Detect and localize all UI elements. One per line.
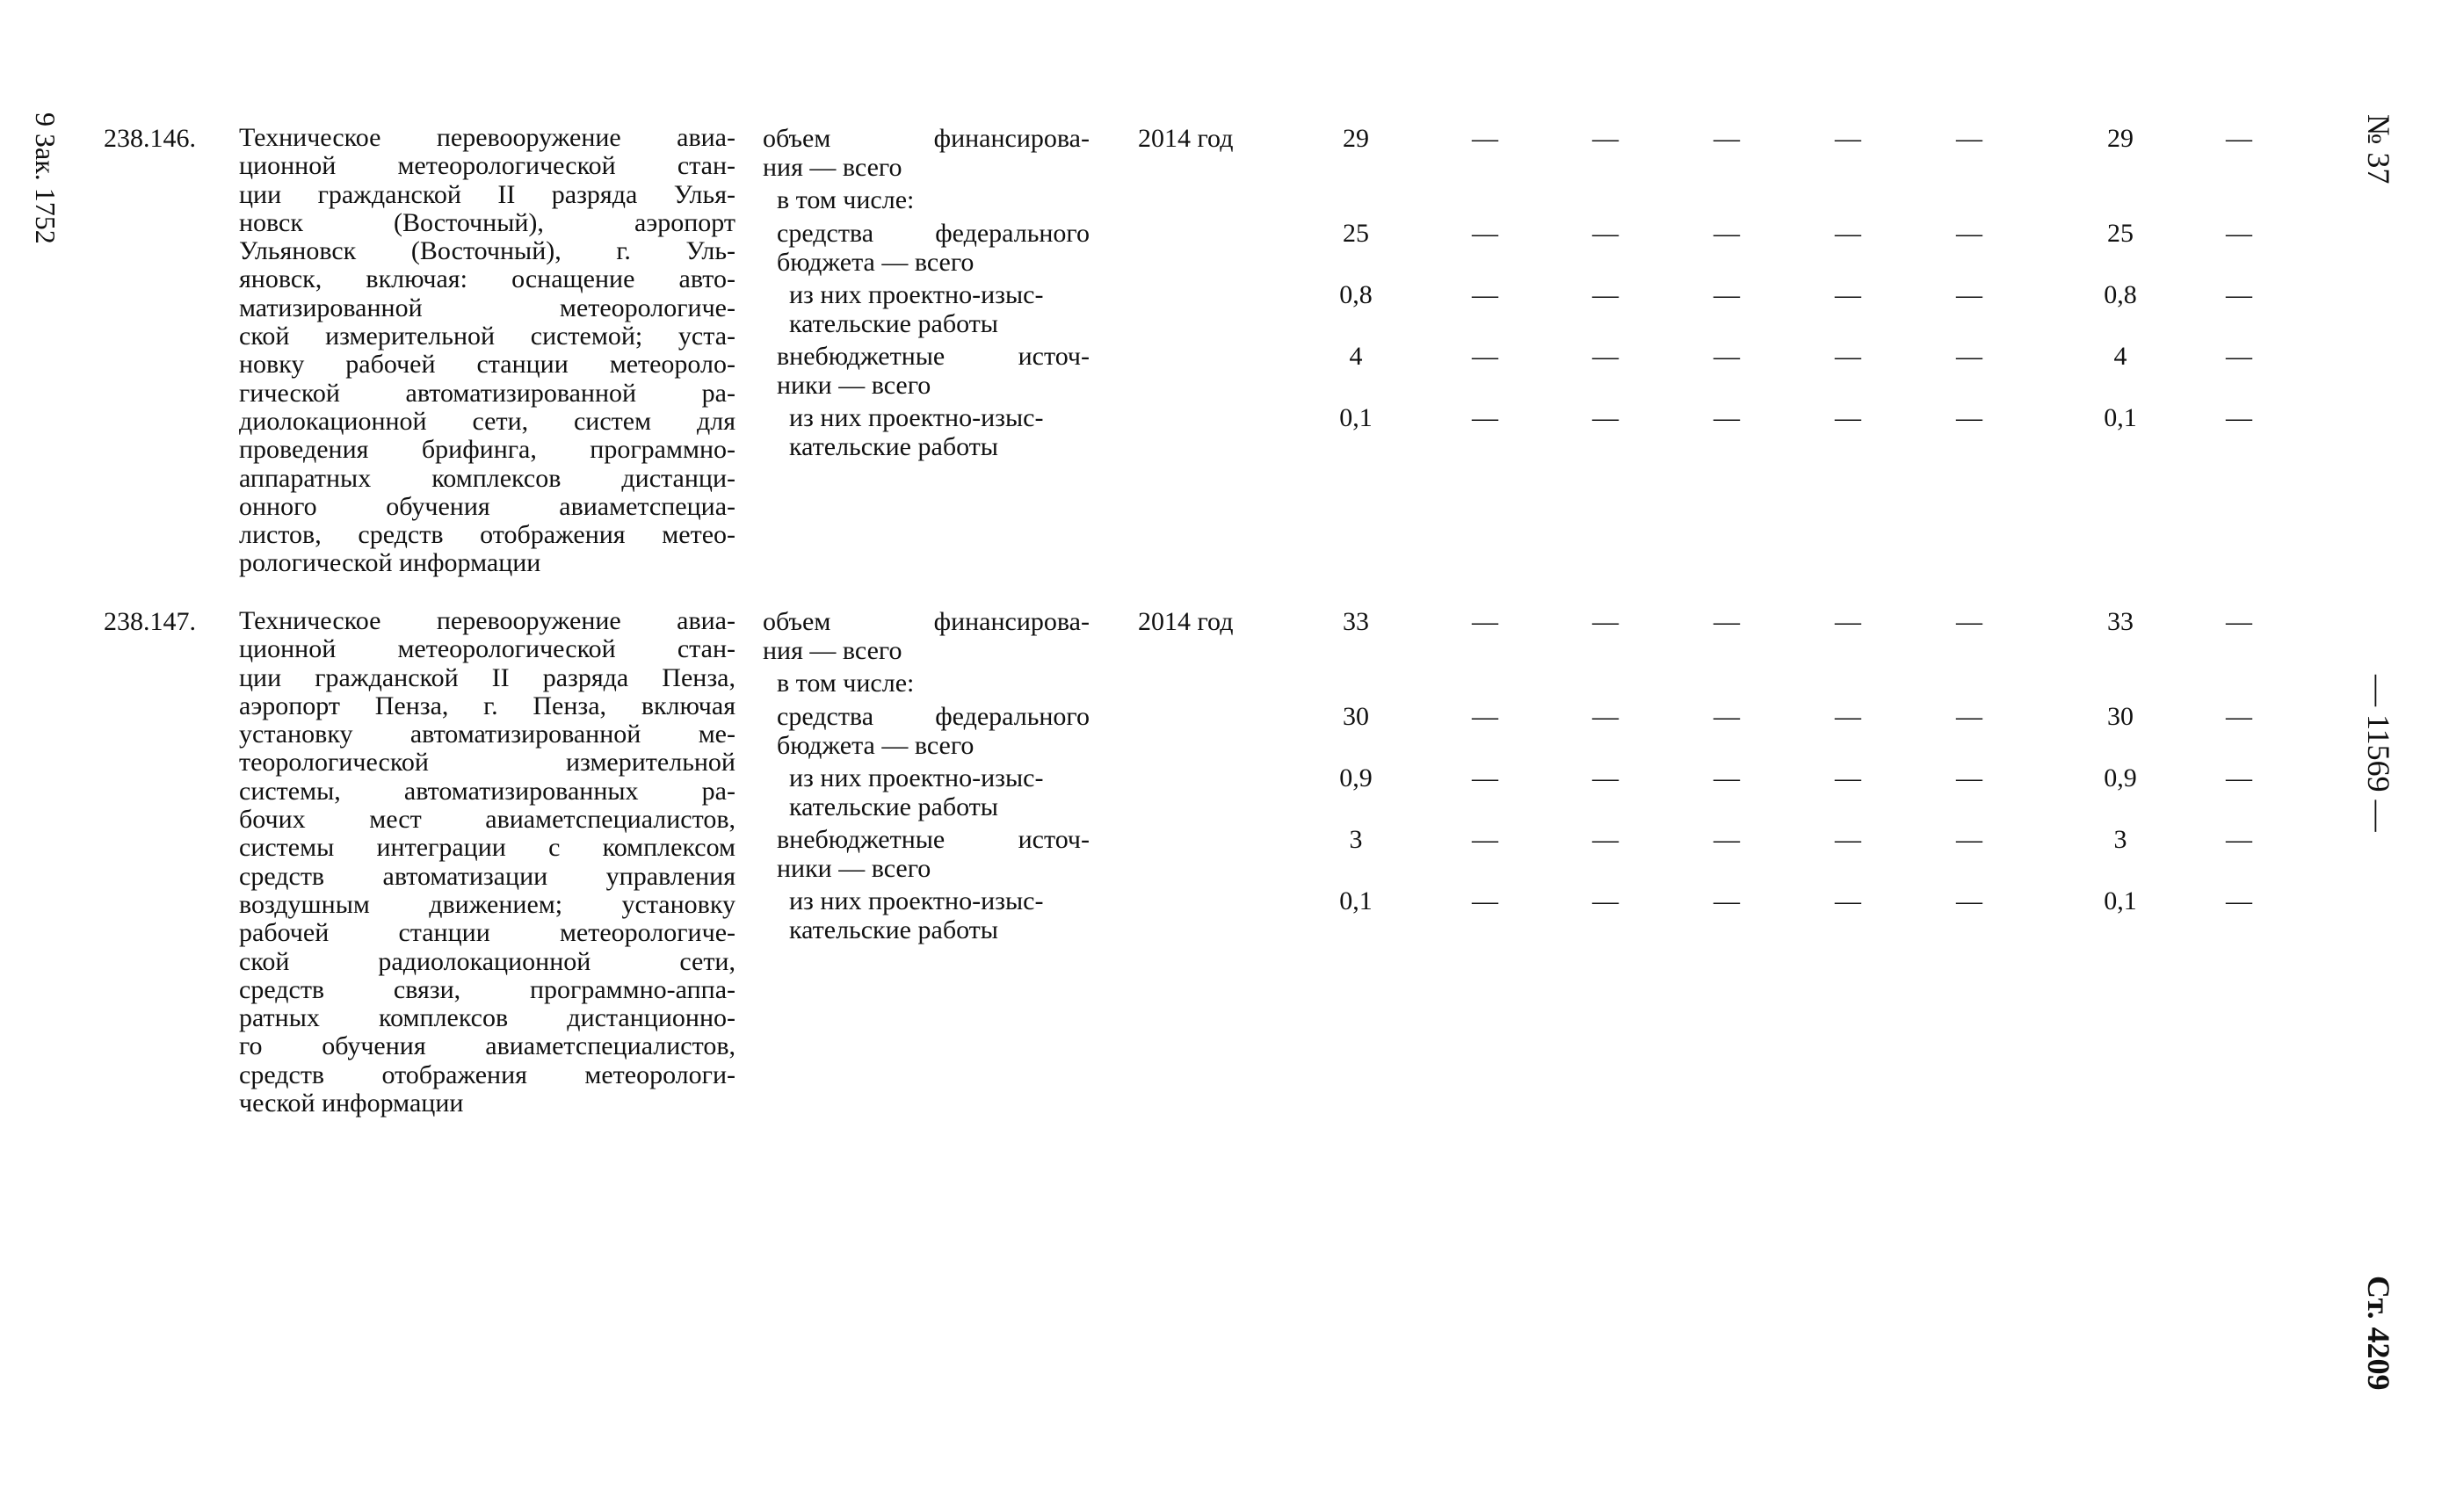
row2-empty-cell-dash: — <box>2226 607 2252 636</box>
row1-line-value: 0,8 <box>1339 280 1373 309</box>
row1-line-label <box>777 219 1090 277</box>
row1-description-line: ционной метеорологической стан- <box>239 151 735 181</box>
row2-description-line: Техническое перевооружение авиа- <box>239 606 735 635</box>
row2-empty-cell-dash: — <box>1472 886 1498 915</box>
row2-line-value: 0,9 <box>1339 763 1373 792</box>
row2-line-label-text: объем финансирова- <box>763 607 1090 636</box>
row1-line-label <box>777 185 1090 214</box>
row2-empty-cell-dash: — <box>1472 763 1498 792</box>
row2-description-line: системы, автоматизированных ра- <box>239 776 735 806</box>
row1-id: 238.146. <box>104 124 196 153</box>
row2-line-label <box>777 825 1090 883</box>
row2-empty-cell-dash: — <box>1472 702 1498 731</box>
row1-description-line: ской измерительной системой; уста- <box>239 322 735 351</box>
row1-line-label-text: кательские работы <box>789 432 998 461</box>
row2-empty-cell-dash: — <box>1956 607 1982 636</box>
row2-line-label-text: кательские работы <box>789 792 998 821</box>
row1-empty-cell-dash: — <box>1592 280 1619 309</box>
row1-line-total: 4 <box>2113 342 2127 371</box>
row2-empty-cell-dash: — <box>1835 702 1861 731</box>
row2-empty-cell-dash: — <box>1714 825 1740 854</box>
row1-line-label-text: из них проектно-изыс- <box>789 403 1044 432</box>
row1-line-label <box>789 403 1090 461</box>
left-margin-note: 9 Зак. 1752 <box>30 112 62 244</box>
row2-empty-cell-dash: — <box>1592 886 1619 915</box>
row1-description-line: диолокационной сети, систем для <box>239 406 735 436</box>
row1-empty-cell-dash: — <box>1835 403 1861 432</box>
row1-line-total: 29 <box>2107 124 2134 153</box>
row2-empty-cell-dash: — <box>1592 825 1619 854</box>
row2-line-label-text: из них проектно-изыс- <box>789 763 1044 792</box>
row1-line-label <box>777 342 1090 400</box>
row2-empty-cell-dash: — <box>1714 763 1740 792</box>
row2-empty-cell-dash: — <box>1714 702 1740 731</box>
row2-line-label-text: кательские работы <box>789 915 998 944</box>
row1-empty-cell-dash: — <box>1592 124 1619 153</box>
row2-line-value: 30 <box>1343 702 1369 731</box>
row1-description-line: Техническое перевооружение авиа- <box>239 123 735 152</box>
row2-description-line: средств отображения метеорологи- <box>239 1060 735 1089</box>
row1-empty-cell-dash: — <box>1592 342 1619 371</box>
row2-description-line: го обучения авиаметспециалистов, <box>239 1031 735 1061</box>
row1-description-line: яновск, включая: оснащение авто- <box>239 264 735 294</box>
row2-empty-cell-dash: — <box>1472 825 1498 854</box>
row1-empty-cell-dash: — <box>1472 280 1498 309</box>
row2-empty-cell-dash: — <box>1835 763 1861 792</box>
row1-description-line: проведения брифинга, программно- <box>239 435 735 465</box>
row2-line-label-text: ники — всего <box>777 854 931 883</box>
row2-line-total: 30 <box>2107 702 2134 731</box>
row1-line-label-text: объем финансирова- <box>763 124 1090 153</box>
right-margin-issue: № 37 <box>2361 114 2396 184</box>
row1-empty-cell-dash: — <box>2226 403 2252 432</box>
row1-empty-cell-dash: — <box>1956 219 1982 248</box>
row2-description-line: средств автоматизации управления <box>239 861 735 891</box>
row2-description-line: аэропорт Пенза, г. Пенза, включая <box>239 691 735 720</box>
row2-line-value: 33 <box>1343 607 1369 636</box>
row1-empty-cell-dash: — <box>1835 124 1861 153</box>
row2-empty-cell-dash: — <box>2226 825 2252 854</box>
row2-empty-cell-dash: — <box>1592 763 1619 792</box>
row1-empty-cell-dash: — <box>1714 124 1740 153</box>
row2-line-label <box>777 669 1090 698</box>
row2-description-line: ческой информации <box>239 1089 464 1118</box>
row1-description-line: матизированной метеорологиче- <box>239 293 735 322</box>
row1-line-value: 4 <box>1349 342 1363 371</box>
row1-line-label-text: в том числе: <box>777 185 915 214</box>
row1-year: 2014 год <box>1138 124 1234 153</box>
row1-line-value: 0,1 <box>1339 403 1373 432</box>
row2-empty-cell-dash: — <box>1714 886 1740 915</box>
row1-line-total: 25 <box>2107 219 2134 248</box>
row1-line-label-text: бюджета — всего <box>777 248 975 277</box>
row2-line-label-text: в том числе: <box>777 669 915 698</box>
row1-empty-cell-dash: — <box>1592 403 1619 432</box>
row2-line-label-text: средства федерального <box>777 702 1090 731</box>
row2-description-line: ратных комплексов дистанционно- <box>239 1003 735 1033</box>
row1-empty-cell-dash: — <box>1835 342 1861 371</box>
row2-line-value: 0,1 <box>1339 886 1373 915</box>
row1-empty-cell-dash: — <box>2226 280 2252 309</box>
row1-line-total: 0,8 <box>2104 280 2137 309</box>
row2-description-line: бочих мест авиаметспециалистов, <box>239 805 735 835</box>
right-margin-article: Ст. 4209 <box>2361 1276 2396 1391</box>
row1-description-line: гической автоматизированной ра- <box>239 378 735 408</box>
row1-line-label-text: ники — всего <box>777 371 931 400</box>
row1-description-line: листов, средств отображения метео- <box>239 520 735 550</box>
row1-empty-cell-dash: — <box>2226 124 2252 153</box>
row2-line-total: 0,1 <box>2104 886 2137 915</box>
row2-line-label-text: внебюджетные источ- <box>777 825 1090 854</box>
row2-empty-cell-dash: — <box>1835 607 1861 636</box>
row2-description-line: воздушным движением; установку <box>239 889 735 919</box>
row2-id: 238.147. <box>104 607 196 636</box>
row1-empty-cell-dash: — <box>1714 403 1740 432</box>
row1-description-line: аппаратных комплексов дистанци- <box>239 463 735 493</box>
row2-empty-cell-dash: — <box>1956 825 1982 854</box>
row2-empty-cell-dash: — <box>1714 607 1740 636</box>
row2-description-line: теорологической измерительной <box>239 748 735 778</box>
row1-description-line: рологической информации <box>239 548 541 578</box>
row1-empty-cell-dash: — <box>1956 342 1982 371</box>
row1-line-label <box>763 124 1090 182</box>
row2-line-label <box>777 702 1090 760</box>
row1-description-line: новск (Восточный), аэропорт <box>239 207 735 237</box>
row1-line-label <box>789 280 1090 338</box>
row2-description-line: средств связи, программно-аппа- <box>239 974 735 1004</box>
row2-empty-cell-dash: — <box>1956 763 1982 792</box>
row1-line-label-text: из них проектно-изыс- <box>789 280 1044 309</box>
row1-empty-cell-dash: — <box>1592 219 1619 248</box>
row2-description-line: рабочей станции метеорологиче- <box>239 918 735 948</box>
row1-description-line: ции гражданской II разряда Улья- <box>239 179 735 209</box>
row2-description-line: ской радиолокационной сети, <box>239 946 735 976</box>
row1-empty-cell-dash: — <box>1714 280 1740 309</box>
row1-line-value: 25 <box>1343 219 1369 248</box>
row1-line-label-text: кательские работы <box>789 309 998 338</box>
row1-empty-cell-dash: — <box>1714 219 1740 248</box>
row2-line-label-text: из них проектно-изыс- <box>789 886 1044 915</box>
row2-empty-cell-dash: — <box>1956 702 1982 731</box>
row2-line-total: 3 <box>2113 825 2127 854</box>
row1-line-value: 29 <box>1343 124 1369 153</box>
row2-line-label <box>789 763 1090 821</box>
row2-empty-cell-dash: — <box>1835 825 1861 854</box>
row1-empty-cell-dash: — <box>1472 124 1498 153</box>
row2-line-label-text: бюджета — всего <box>777 731 975 760</box>
row2-line-total: 33 <box>2107 607 2134 636</box>
row2-empty-cell-dash: — <box>2226 886 2252 915</box>
row1-line-label-text: средства федерального <box>777 219 1090 248</box>
row2-description <box>239 607 735 1118</box>
row2-year: 2014 год <box>1138 607 1234 636</box>
row2-line-total: 0,9 <box>2104 763 2137 792</box>
row2-empty-cell-dash: — <box>2226 763 2252 792</box>
row1-description-line: онного обучения авиаметспециа- <box>239 491 735 521</box>
row2-line-value: 3 <box>1349 825 1363 854</box>
row2-description-line: системы интеграции с комплексом <box>239 833 735 863</box>
row2-empty-cell-dash: — <box>2226 702 2252 731</box>
row1-empty-cell-dash: — <box>1472 342 1498 371</box>
row1-empty-cell-dash: — <box>1472 219 1498 248</box>
row1-empty-cell-dash: — <box>1956 403 1982 432</box>
row2-empty-cell-dash: — <box>1592 607 1619 636</box>
row2-description-line: ции гражданской II разряда Пенза, <box>239 662 735 692</box>
right-margin-page-number: — 11569 — <box>2361 675 2396 832</box>
row1-empty-cell-dash: — <box>1956 280 1982 309</box>
row1-line-total: 0,1 <box>2104 403 2137 432</box>
row2-empty-cell-dash: — <box>1835 886 1861 915</box>
row1-line-label-text: внебюджетные источ- <box>777 342 1090 371</box>
row1-empty-cell-dash: — <box>2226 219 2252 248</box>
row2-description-line: ционной метеорологической стан- <box>239 634 735 664</box>
row1-empty-cell-dash: — <box>1472 403 1498 432</box>
row1-description <box>239 124 735 578</box>
row2-line-label-text: ния — всего <box>763 636 902 665</box>
row1-description-line: новку рабочей станции метеороло- <box>239 350 735 380</box>
row2-description-line: установку автоматизированной ме- <box>239 720 735 749</box>
row2-empty-cell-dash: — <box>1472 607 1498 636</box>
row2-empty-cell-dash: — <box>1592 702 1619 731</box>
row1-empty-cell-dash: — <box>2226 342 2252 371</box>
row2-line-label <box>763 607 1090 665</box>
row1-line-label-text: ния — всего <box>763 153 902 182</box>
row2-line-label <box>789 886 1090 944</box>
row1-empty-cell-dash: — <box>1835 280 1861 309</box>
row2-empty-cell-dash: — <box>1956 886 1982 915</box>
row1-description-line: Ульяновск (Восточный), г. Уль- <box>239 236 735 266</box>
row1-empty-cell-dash: — <box>1714 342 1740 371</box>
row1-empty-cell-dash: — <box>1956 124 1982 153</box>
row1-empty-cell-dash: — <box>1835 219 1861 248</box>
